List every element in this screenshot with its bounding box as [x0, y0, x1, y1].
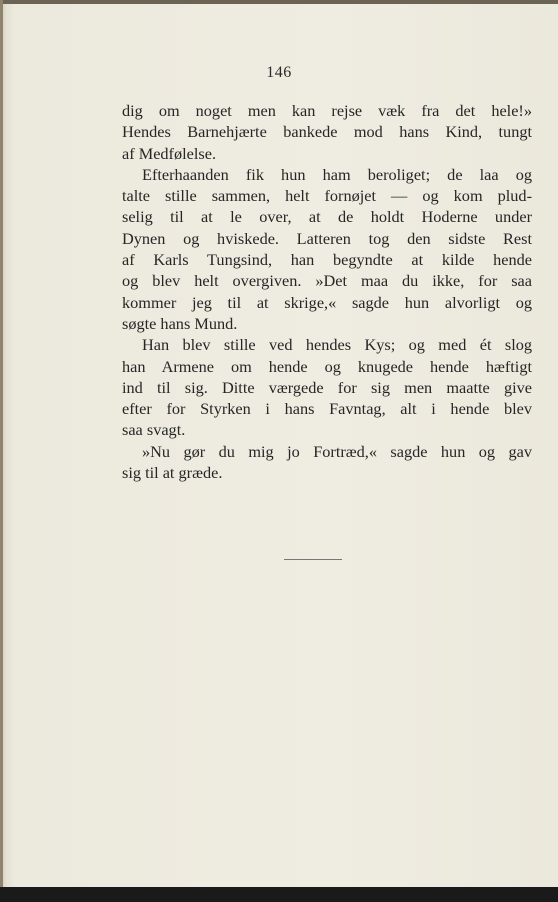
text-line: Efterhaanden fik hun ham beroliget; de laa og: [142, 164, 532, 184]
text-line: kommer jeg til at skrige,« sagde hun alvorligt og: [122, 292, 532, 312]
section-divider: [284, 559, 342, 560]
page-number: 146: [266, 64, 292, 81]
text-line: af Medfølelse.: [122, 143, 217, 163]
text-line: Hendes Barnehjærte bankede mod hans Kind, tungt: [122, 122, 532, 142]
text-line: saa svagt.: [122, 420, 186, 440]
page-top-edge: [0, 0, 558, 4]
scan-bottom-edge: [0, 887, 558, 902]
text-line: ind til sig. Ditte værgede for sig men maatte give: [122, 377, 532, 397]
text-line: af Karls Tungsind, han begyndte at kilde hende: [122, 250, 532, 270]
text-line: og blev helt overgiven. »Det maa du ikke, for saa: [122, 271, 532, 291]
text-line: »Nu gør du mig jo Fortræd,« sagde hun og gav: [142, 441, 532, 461]
text-line: sig til at græde.: [122, 463, 223, 483]
text-line: Dynen og hviskede. Latteren tog den sidste Rest: [122, 228, 532, 248]
text-line: efter for Styrken i hans Favntag, alt i hende blev: [122, 399, 532, 419]
page-binding-edge: [0, 0, 3, 890]
text-line: selig til at le over, at de holdt Hoderne under: [122, 207, 532, 227]
text-line: Han blev stille ved hendes Kys; og med ét slog: [142, 335, 532, 355]
text-line: talte stille sammen, helt fornøjet — og kom plud-: [122, 186, 532, 206]
body-text: [122, 100, 532, 483]
text-line: søgte hans Mund.: [122, 313, 238, 333]
text-line: dig om noget men kan rejse væk fra det hele!»: [122, 101, 532, 120]
text-line: han Armene om hende og knugede hende hæftigt: [122, 356, 532, 376]
